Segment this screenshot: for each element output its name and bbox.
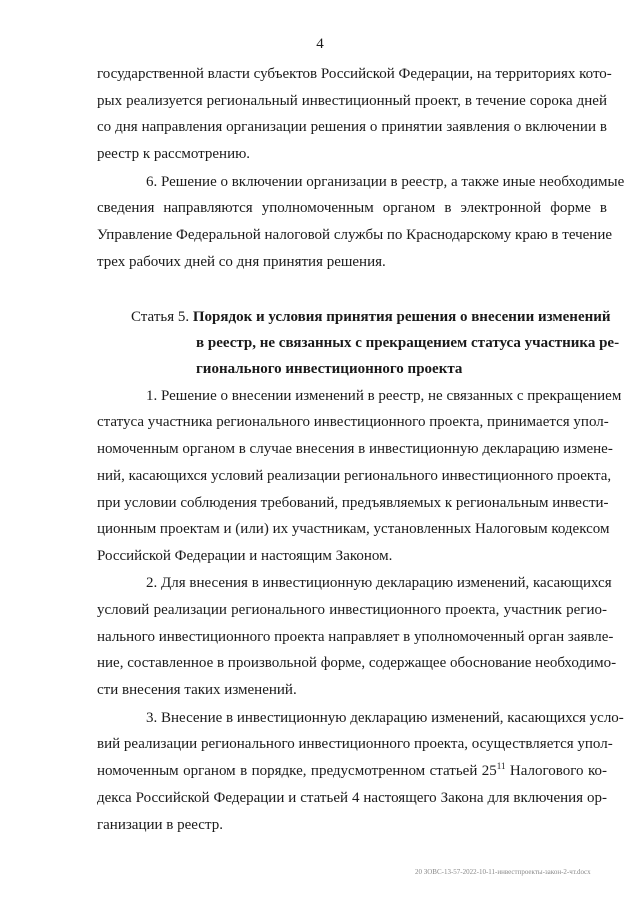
text-line: 1. Решение о внесении изменений в реестр, не связанных с прекращением xyxy=(146,388,622,404)
text-line: статуса участника регионального инвестиционного проекта, принимается упол- xyxy=(97,414,609,430)
text-line: ционным проектам и (или) их участникам, установленных Налоговым кодексом xyxy=(97,521,610,537)
page-number: 4 xyxy=(316,36,324,52)
article-title-line: гионального инвестиционного проекта xyxy=(196,361,463,377)
text-line: ний, касающихся условий реализации регионального инвестиционного проекта, xyxy=(97,468,612,484)
text-line: при условии соблюдения требований, предъявляемых к региональным инвести- xyxy=(97,495,609,511)
text-line: Российской Федерации и настоящим Законом. xyxy=(97,548,393,564)
text-fragment: номоченным органом в порядке, предусмотренном статьей 25 xyxy=(97,763,497,779)
text-line: со дня направления организации решения о принятии заявления о включении в xyxy=(97,119,607,135)
text-line: 3. Внесение в инвестиционную декларацию изменений, касающихся усло- xyxy=(146,710,624,726)
text-line: трех рабочих дней со дня принятия решения. xyxy=(97,254,386,270)
text-line: условий реализации регионального инвестиционного проекта, участник регио- xyxy=(97,602,607,618)
text-line: ганизации в реестр. xyxy=(97,817,223,833)
text-line: номоченным органом в случае внесения в инвестиционную декларацию измене- xyxy=(97,441,613,457)
article-heading xyxy=(131,308,611,326)
text-line: реестр к рассмотрению. xyxy=(97,146,251,162)
text-line: 6. Решение о включении организации в реестр, а также иные необходимые xyxy=(146,174,625,190)
superscript: 11 xyxy=(496,761,506,771)
text-line: 2. Для внесения в инвестиционную декларацию изменений, касающихся xyxy=(146,575,612,591)
text-line: ние, составленное в произвольной форме, содержащее обоснование необходимо- xyxy=(97,655,617,671)
text-line: сти внесения таких изменений. xyxy=(97,682,297,698)
text-line: нального инвестиционного проекта направляет в уполномоченный орган заявле- xyxy=(97,629,614,645)
text-line: вий реализации регионального инвестиционного проекта, осуществляется упол- xyxy=(97,736,613,752)
article-title: Порядок и условия принятия решения о внесении изменений xyxy=(192,309,611,325)
text-line: рых реализуется региональный инвестиционный проект, в течение сорока дней xyxy=(97,93,607,109)
text-line: сведения направляются уполномоченным органом в электронной форме в xyxy=(97,200,607,216)
file-path-footer: 20 ЗОВС-13-57-2022-10-11-инвестпроекты-закон-2-чт.docx xyxy=(415,868,591,876)
text-line: Управление Федеральной налоговой службы по Краснодарскому краю в течение xyxy=(97,227,613,243)
text-line: декса Российской Федерации и статьей 4 настоящего Закона для включения ор- xyxy=(97,790,607,806)
article-number: Статья 5. xyxy=(131,309,193,325)
text-line xyxy=(97,762,607,780)
article-title-line: в реестр, не связанных с прекращением статуса участника ре- xyxy=(196,335,620,351)
text-fragment: Налогового ко- xyxy=(505,763,607,779)
text-line: государственной власти субъектов Российской Федерации, на территориях кото- xyxy=(97,66,612,82)
